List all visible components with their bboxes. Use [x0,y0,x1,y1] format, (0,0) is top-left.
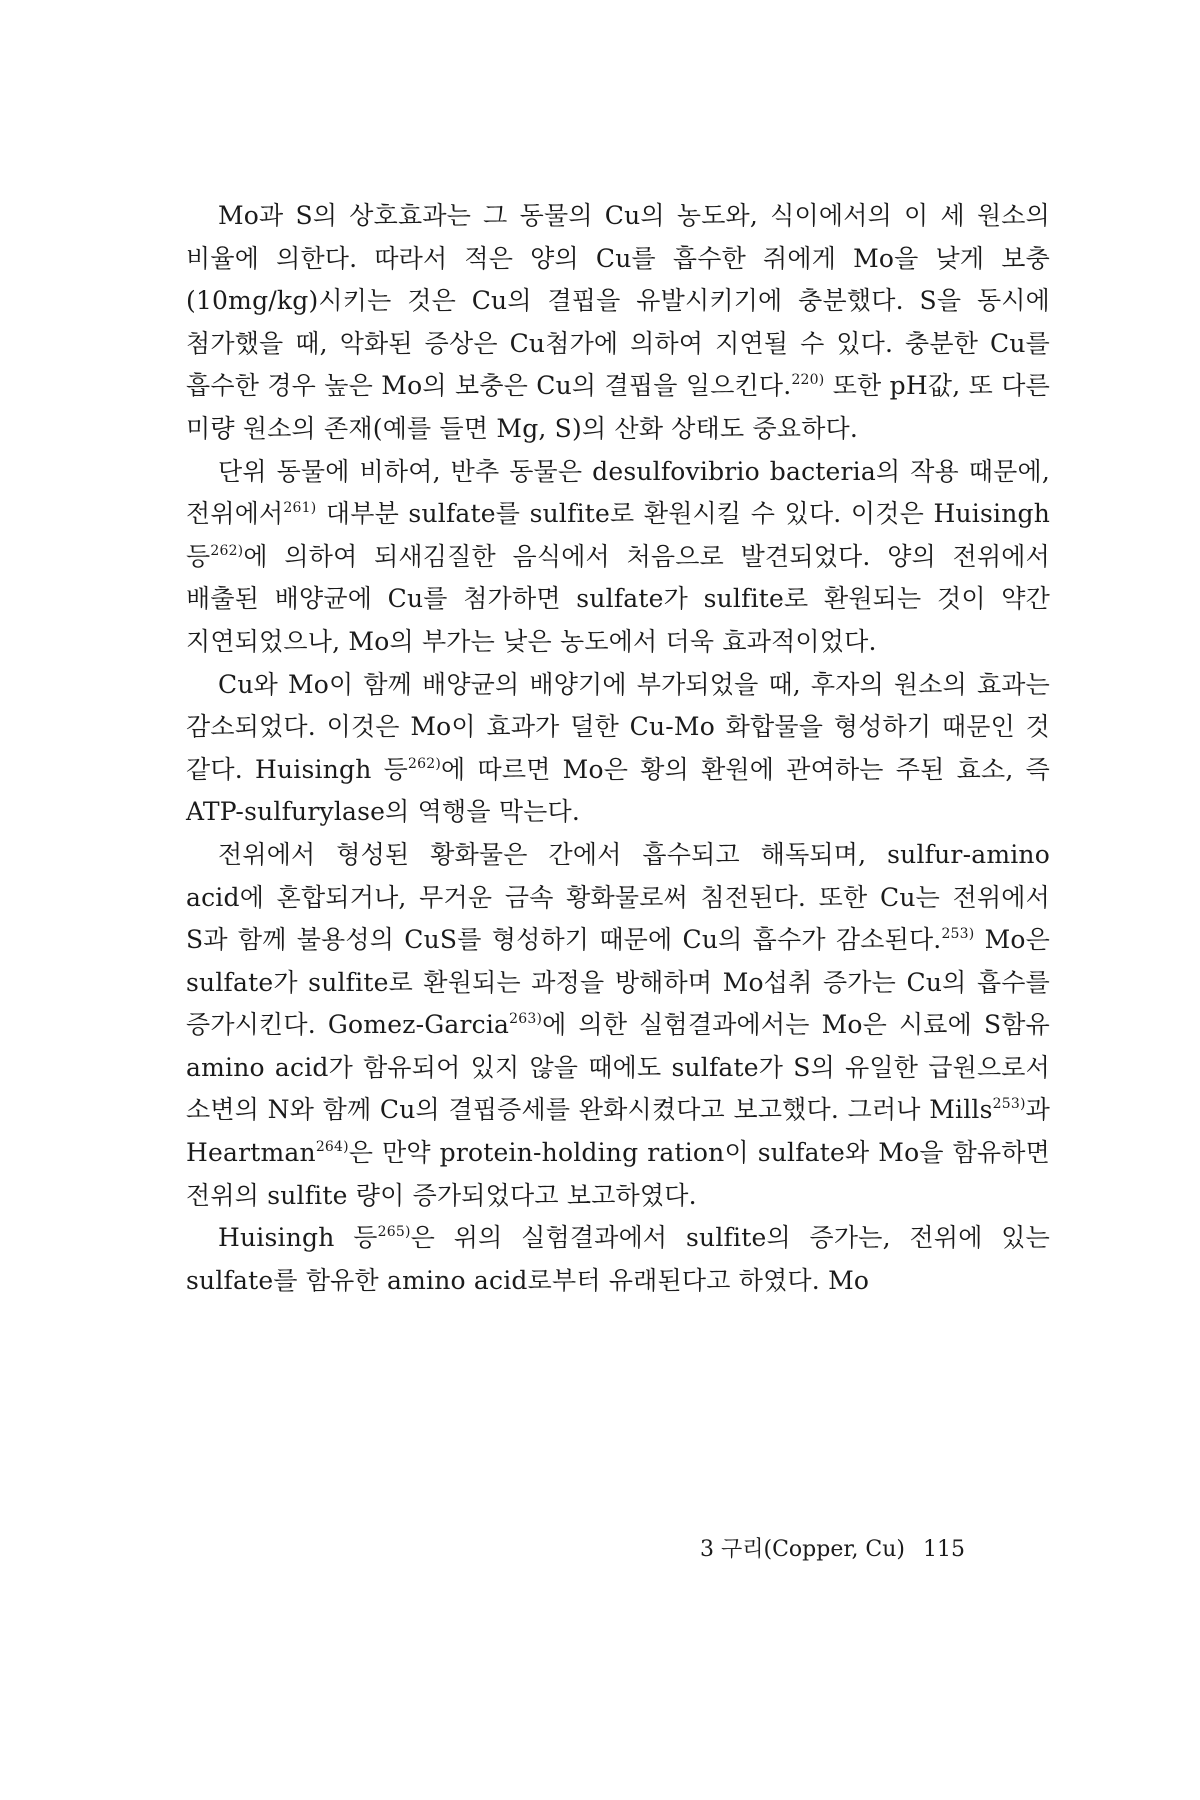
text-run: Mo과 S의 상호효과는 그 동물의 Cu의 농도와, 식이에서의 이 세 원소의 비율에 의한다. 따라서 적은 양의 Cu를 흡수한 쥐에게 Mo을 낮게 보충(10mg/kg)시키는 것은 Cu의 결핍을 유발시키기에 충분했다. S을 동시에 첨가했을 때, 악화된 증상은 Cu첨가에 의하여 지연될 수 있다. 충분한 Cu를 흡수한 경우 높은 Mo의 보충은 Cu의 결핍을 일으킨다. [186,201,1050,401]
running-footer-chapter: 3 구리(Copper, Cu) [700,1537,906,1562]
citation-superscript: 253) [992,1096,1026,1113]
body-text [186,195,1050,1302]
page-footer [700,1532,965,1563]
paragraph [186,664,1050,834]
paragraph [186,834,1050,1217]
citation-superscript: 265) [377,1224,411,1241]
text-run: 은 위의 실험결과에서 sulfite의 증가는, 전위에 있는 sulfate를 함유한 amino acid로부터 유래된다고 하였다. Mo [186,1223,1050,1295]
citation-superscript: 263) [509,1011,543,1028]
text-run: 에 의하여 되새김질한 음식에서 처음으로 발견되었다. 양의 전위에서 배출된 배양균에 Cu를 첨가하면 sulfate가 sulfite로 환원되는 것이 약간 지연되었으나, Mo의 부가는 낮은 농도에서 더욱 효과적이었다. [186,541,1050,656]
text-run: 또한 pH값, 또 다른 미량 원소의 존재(예를 들면 Mg, S)의 산화 상태도 중요하다. [186,371,1050,443]
citation-superscript: 261) [283,500,317,517]
text-run: 과 Heartman [186,1095,1050,1168]
text-run: Huisingh 등 [218,1223,378,1253]
text-run: 에 따르면 Mo은 황의 환원에 관여하는 주된 효소, 즉 ATP-sulfurylase의 역행을 막는다. [186,754,1050,827]
citation-superscript: 262) [408,755,441,772]
text-run: Mo은 sulfate가 sulfite로 환원되는 과정을 방해하며 Mo섭취 증가는 Cu의 흡수를 증가시킨다. Gomez-Garcia [186,925,1050,1040]
citation-superscript: 264) [315,1139,349,1156]
citation-superscript: 220) [791,372,825,389]
text-run: 대부분 sulfate를 sulfite로 환원시킬 수 있다. 이것은 Huisingh 등 [186,499,1050,571]
paragraph [186,451,1050,664]
paragraph [186,1217,1050,1302]
text-run: 전위에서 형성된 황화물은 간에서 흡수되고 해독되며, sulfur-amino acid에 혼합되거나, 무거운 금속 황화물로써 침전된다. 또한 Cu는 전위에서 S과 함께 불용성의 CuS를 형성하기 때문에 Cu의 흡수가 감소된다. [186,839,1050,955]
citation-superscript: 253) [941,926,975,943]
text-run: 단위 동물에 비하여, 반추 동물은 desulfovibrio bacteria의 작용 때문에, 전위에서 [186,456,1050,529]
text-run: 은 만약 protein-holding ration이 sulfate와 Mo을 함유하면 전위의 sulfite 량이 증가되었다고 보고하였다. [186,1138,1050,1210]
text-run: 에 의한 실험결과에서는 Mo은 시료에 S함유 amino acid가 함유되어 있지 않을 때에도 sulfate가 S의 유일한 급원으로서 소변의 N와 함께 Cu의 결핍증세를 완화시켰다고 보고했다. 그러나 Mills [186,1010,1050,1125]
paragraph [186,195,1050,451]
citation-superscript: 262) [210,542,244,559]
page-number: 115 [923,1537,966,1562]
text-run: Cu와 Mo이 함께 배양균의 배양기에 부가되었을 때, 후자의 원소의 효과는 감소되었다. 이것은 Mo이 효과가 덜한 Cu-Mo 화합물을 형성하기 때문인 것 같다. Huisingh 등 [186,669,1050,784]
